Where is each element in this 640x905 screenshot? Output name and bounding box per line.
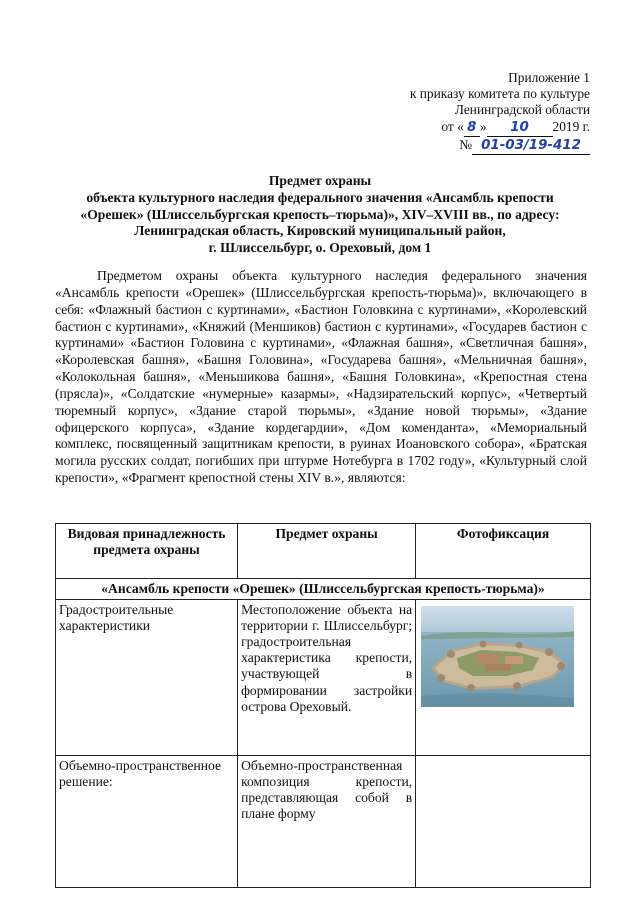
appendix-date [380,119,590,137]
row-type: Объемно-пространственное решение: [56,756,238,888]
row-subject: Местоположение объекта на территории г. Шлиссельбург; градостроительная характеристика крепости, участвующей в формировании застройки острова Ореховый. [238,600,416,756]
section-row [56,579,591,600]
number-prefix: № [459,136,472,152]
table-row [56,600,591,756]
date-year: 2019 г. [552,118,590,134]
number-value: 01-03/19-412 [472,138,590,155]
title-line-2: объекта культурного наследия федерального значения «Ансамбль крепости [86,189,554,205]
title-line-5: г. Шлиссельбург, о. Ореховый, дом 1 [208,240,432,256]
title-line-4: Ленинградская область, Кировский муниципальный район, [134,223,506,239]
header-photo: Фотофиксация [416,524,591,579]
date-month: 10 [487,120,553,137]
appendix-line-3: Ленинградской области [454,102,590,118]
fortress-aerial-photo [421,606,574,707]
table-row [56,756,591,888]
appendix-line-2: к приказу комитета по культуре [409,86,590,102]
row-photo-cell [416,756,591,888]
appendix-header [380,70,590,155]
intro-paragraph: Предметом охраны объекта культурного наследия федерального значения «Ансамбль крепости «Орешек» (Шлиссельбургская крепость-тюрьма)», включающего в себя: «Флажный бастион с куртинами», «Бастион Головкина с куртинами», «Королевский бастион с куртинами», «Княжий (Меншиков) бастион с куртинами», «Государев бастион с куртинами» «Бастион Головина с куртинами», «Флажная башня», «Светличная башня», «Королевская башня», «Башня Головина», «Государева башня», «Мельничная башня», «Колокольная башня», «Меньшикова башня», «Башня Головкина», «Крепостная стена (прясла)», «Солдатские «нумерные» казармы», «Надзирательский корпус», «Четвертый тюремный корпус», «Здание старой тюрьмы», «Здание новой тюрьмы», «Здание офицерского корпуса», «Здание кордегардии», «Дом коменданта», «Мемориальный комплекс, посвященный защитникам крепости, в руинах Иоановского собора», «Братская могила русских солдат, погибших при штурме Нотебурга в 1702 году», «Культурный слой крепости», «Фрагмент крепостной стены XIV в.», являются: [55,268,587,486]
header-subject: Предмет охраны [238,524,416,579]
date-day: 8 [464,120,480,137]
row-type: Градостроительные характеристики [56,600,238,756]
document-title [55,173,585,257]
appendix-line-1: Приложение 1 [508,70,590,85]
header-type: Видовая принадлежность предмета охраны [56,524,238,579]
date-prefix: от « [441,118,464,134]
table-header-row [56,524,591,579]
date-mid: » [479,118,487,134]
row-subject: Объемно-пространственная композиция крепости, представляющая собой в плане форму [238,756,416,888]
title-line-1: Предмет охраны [268,173,372,188]
title-line-3: «Орешек» (Шлиссельбургская крепость–тюрьма)», XIV–XVIII вв., по адресу: [80,206,560,222]
row-photo-cell [416,600,591,756]
section-title: «Ансамбль крепости «Орешек» (Шлиссельбургская крепость-тюрьма)» [56,579,591,600]
protection-table [55,523,591,888]
appendix-number [380,137,590,155]
